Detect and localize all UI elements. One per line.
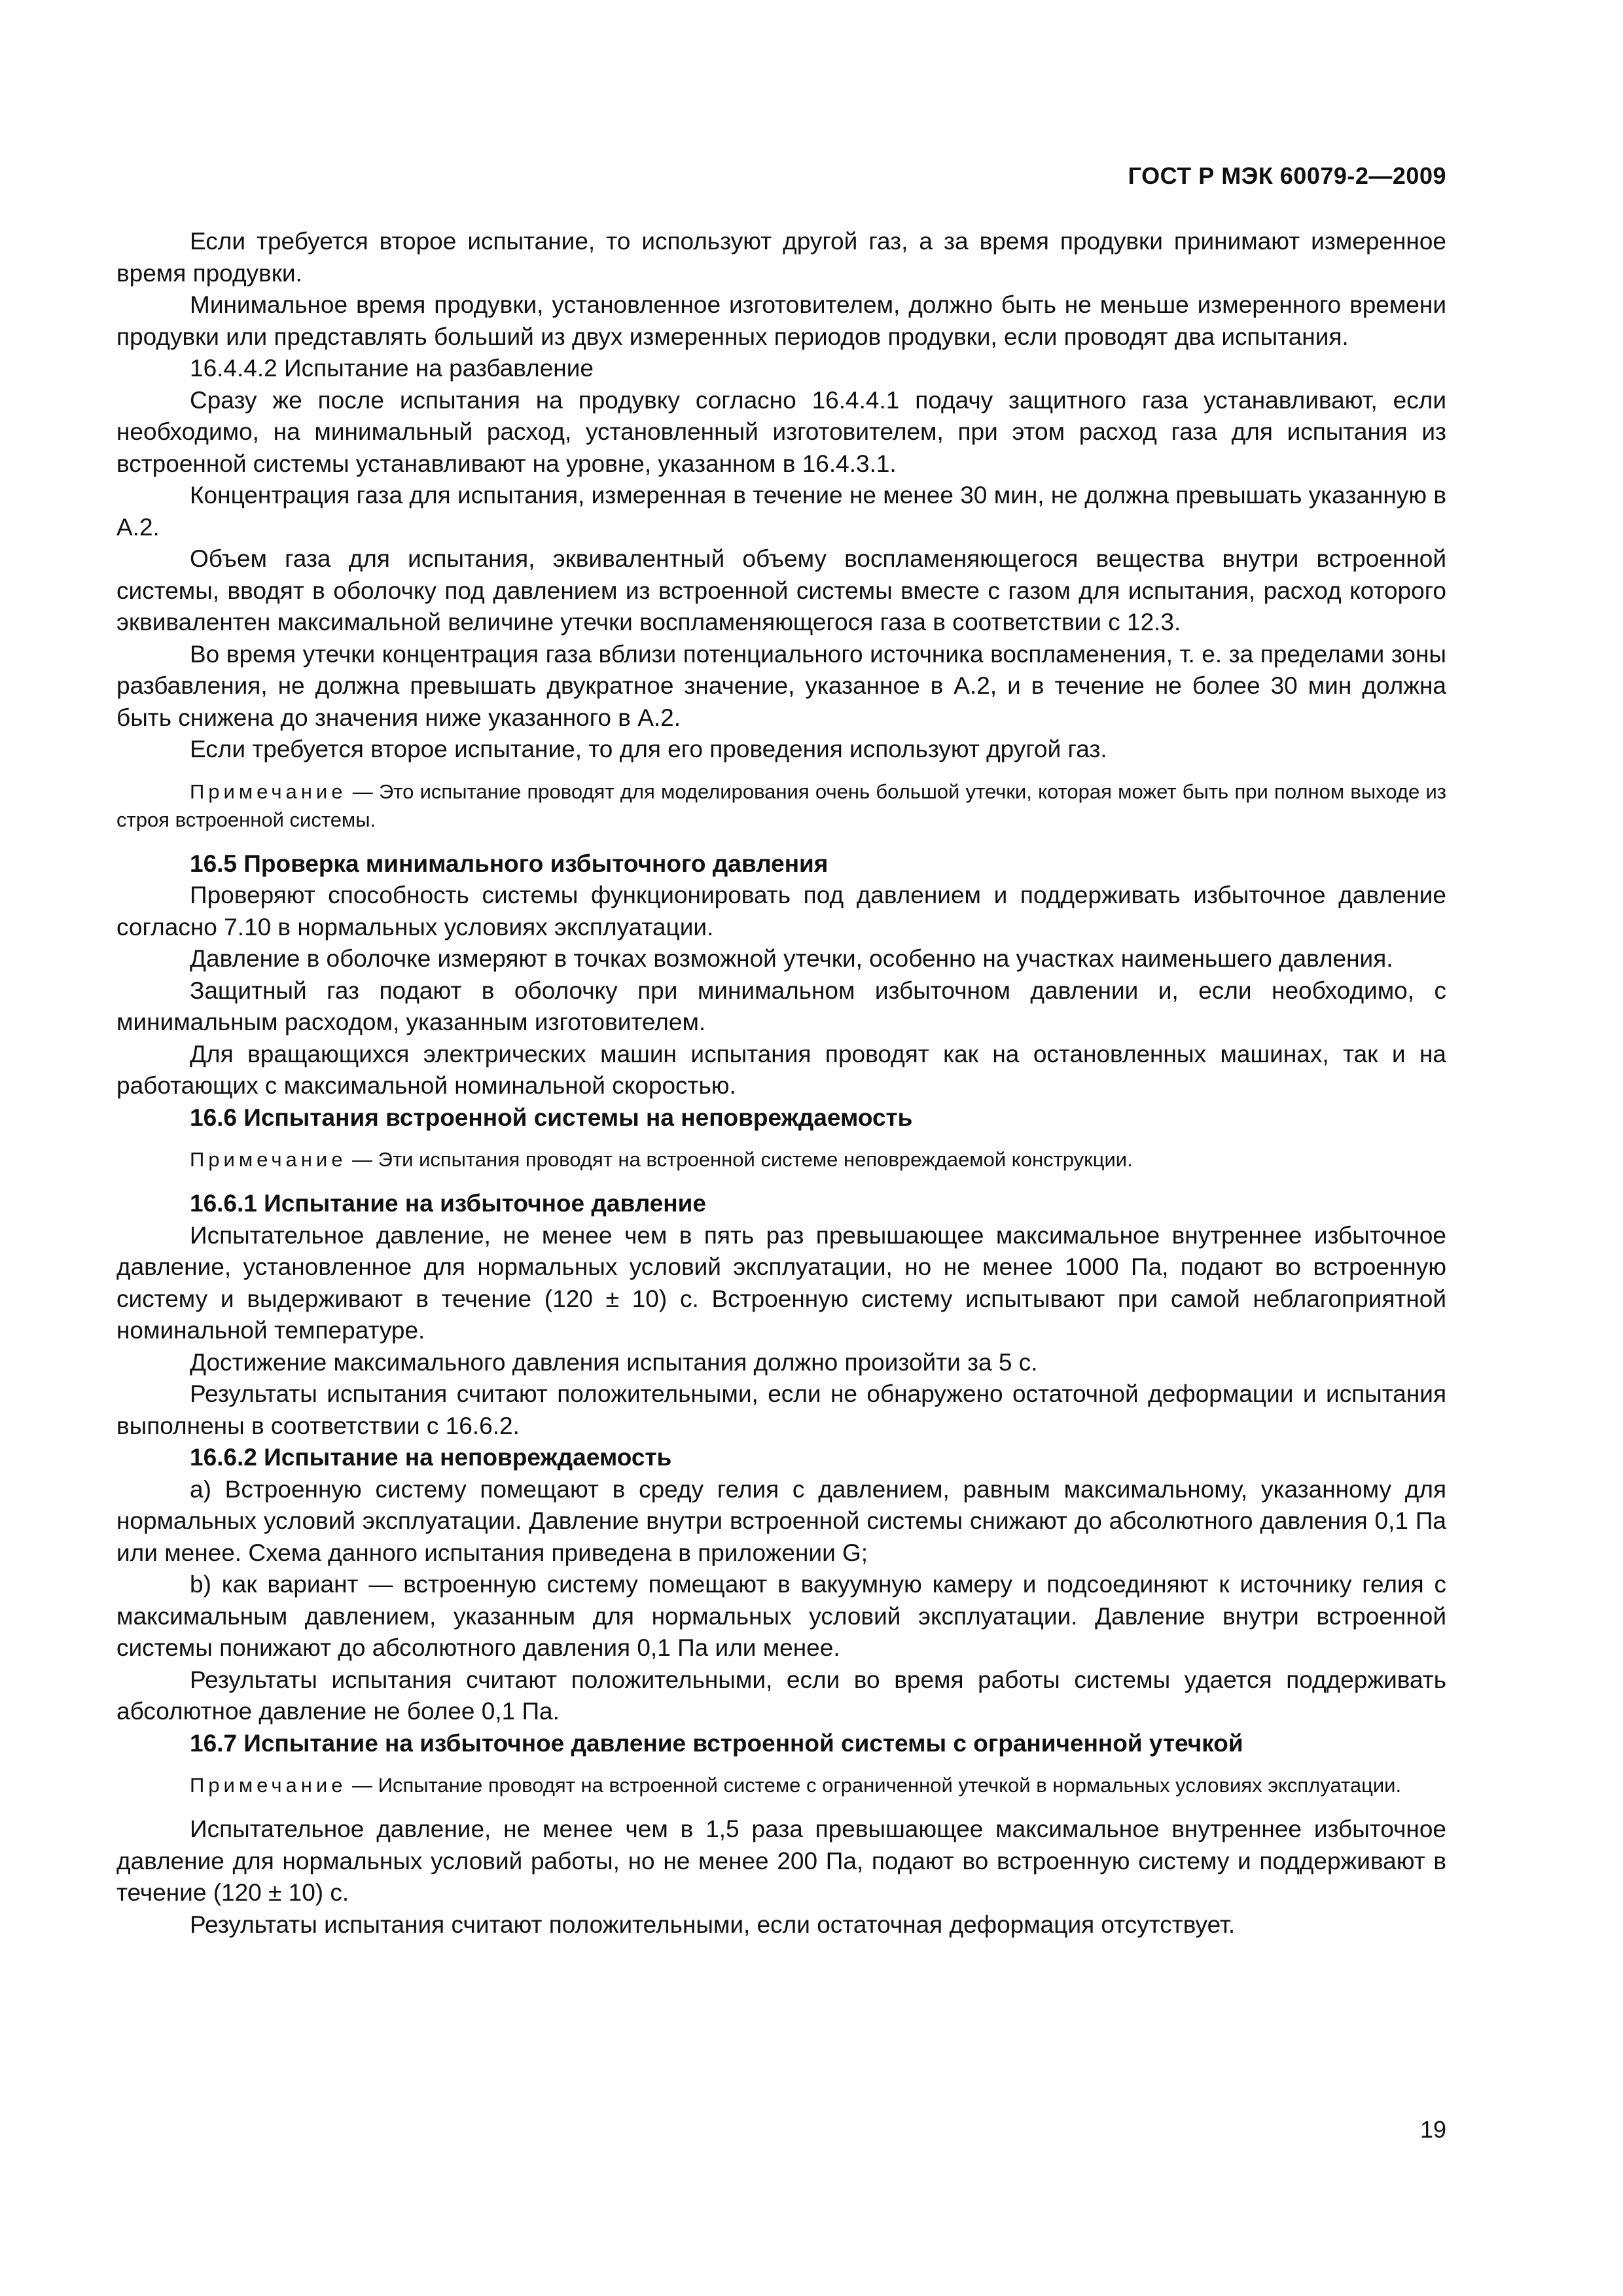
body-text [116,226,1446,1941]
body-paragraph: Испытательное давление, не менее чем в пять раз превышающее максимальное внутреннее избыточное давление, установленное для нормальных условий эксплуатации, но не менее 1000 Па, подают во встроенную систему и выдерживают в течение (120 ± 10) с. Встроенную систему испытывают при самой неблагоприятной номинальной температуре. [116,1221,1446,1344]
note-label: Примечание [190,1148,347,1171]
body-paragraph: Достижение максимального давления испытания должно произойти за 5 с. [190,1348,1038,1376]
body-paragraph: b) как вариант — встроенную систему помещают в вакуумную камеру и подсоединяют к источнику гелия с максимальным давлением, указанным для нормальных условий эксплуатации. Давление внутри встроенной системы понижают до абсолютного давления 0,1 Па или менее. [116,1571,1446,1661]
body-paragraph: Концентрация газа для испытания, измеренная в течение не менее 30 мин, не должна превышать указанную в А.2. [116,482,1446,541]
body-paragraph: Если требуется второе испытание, то используют другой газ, а за время продувки принимают измеренное время продувки. [116,228,1446,287]
body-paragraph: Объем газа для испытания, эквивалентный объему воспламеняющегося вещества внутри встроенной системы, вводят в оболочку под давлением из встроенной системы вместе с газом для испытания, расход которого эквивалентен максимальной величине утечки воспламеняющегося газа в соответствии с 12.3. [116,545,1446,636]
note-label: Примечание [190,1774,347,1797]
note-paragraph [116,1771,1446,1799]
note-paragraph [116,1145,1446,1174]
body-paragraph: Если требуется второе испытание, то для его проведения используют другой газ. [190,736,1107,762]
section-heading: 16.6.2 Испытание на неповреждаемость [190,1444,672,1471]
body-paragraph: Сразу же после испытания на продувку согласно 16.4.4.1 подачу защитного газа устанавливают, если необходимо, на минимальный расход, установленный изготовителем, при этом расход газа для испытания из встроенной системы устанавливают на уровне, указанном в 16.4.3.1. [116,386,1446,477]
body-paragraph: Результаты испытания считают положительными, если не обнаружено остаточной деформации и испытания выполнены в соответствии с 16.6.2. [116,1380,1446,1439]
page-number: 19 [1419,2116,1446,2143]
note-text: — Эти испытания проводят на встроенной системе неповреждаемой конструкции. [346,1148,1133,1171]
section-heading: 16.5 Проверка минимального избыточного давления [190,850,829,877]
body-paragraph: Защитный газ подают в оболочку при минимальном избыточном давлении и, если необходимо, с минимальным расходом, указанным изготовителем. [116,977,1446,1035]
body-paragraph: Давление в оболочке измеряют в точках возможной утечки, особенно на участках наименьшего давления. [190,945,1393,972]
note-text: — Испытание проводят на встроенной системе с ограниченной утечкой в нормальных условиях эксплуатации. [346,1774,1402,1797]
body-paragraph: Проверяют способность системы функционировать под давлением и поддерживать избыточное давление согласно 7.10 в нормальных условиях эксплуатации. [116,882,1446,941]
note-paragraph [116,778,1446,834]
note-label: Примечание [190,780,347,803]
body-paragraph: Результаты испытания считают положительными, если во время работы системы удается поддерживать абсолютное давление не более 0,1 Па. [116,1666,1446,1725]
body-paragraph: a) Встроенную систему помещают в среду гелия с давлением, равным максимальному, указанному для нормальных условий эксплуатации. Давление внутри встроенной системы снижают до абсолютного давления 0,1 Па или менее. Схема данного испытания приведена в приложении G; [116,1475,1446,1566]
section-heading: 16.6.1 Испытание на избыточное давление [190,1190,706,1217]
body-paragraph: Во время утечки концентрация газа вблизи потенциального источника воспламенения, т. е. за пределами зоны разбавления, не должна превышать двукратное значение, указанное в А.2, и в течение не более 30 мин должна быть снижена до значения ниже указанного в А.2. [116,640,1446,731]
section-heading: 16.6 Испытания встроенной системы на неповреждаемость [190,1103,913,1131]
section-heading: 16.7 Испытание на избыточное давление встроенной системы с ограниченной утечкой [190,1729,1243,1757]
body-paragraph: 16.4.4.2 Испытание на разбавление [190,355,594,382]
body-paragraph: Минимальное время продувки, установленное изготовителем, должно быть не меньше измеренного времени продувки или представлять больший из двух измеренных периодов продувки, если проводят два испытания. [116,291,1446,350]
body-paragraph: Результаты испытания считают положительными, если остаточная деформация отсутствует. [190,1910,1236,1938]
body-paragraph: Испытательное давление, не менее чем в 1,5 раза превышающее максимальное внутреннее избыточное давление для нормальных условий работы, но не менее 200 Па, подают во встроенную систему и поддерживают в течение (120 ± 10) с. [116,1816,1446,1906]
note-text: — Это испытание проводят для моделирования очень большой утечки, которая может быть при полном выходе из строя встроенной системы. [116,780,1446,831]
body-paragraph: Для вращающихся электрических машин испытания проводят как на остановленных машинах, так и на работающих с максимальной номинальной скоростью. [116,1040,1446,1099]
standard-header: ГОСТ Р МЭК 60079-2—2009 [1128,162,1446,189]
